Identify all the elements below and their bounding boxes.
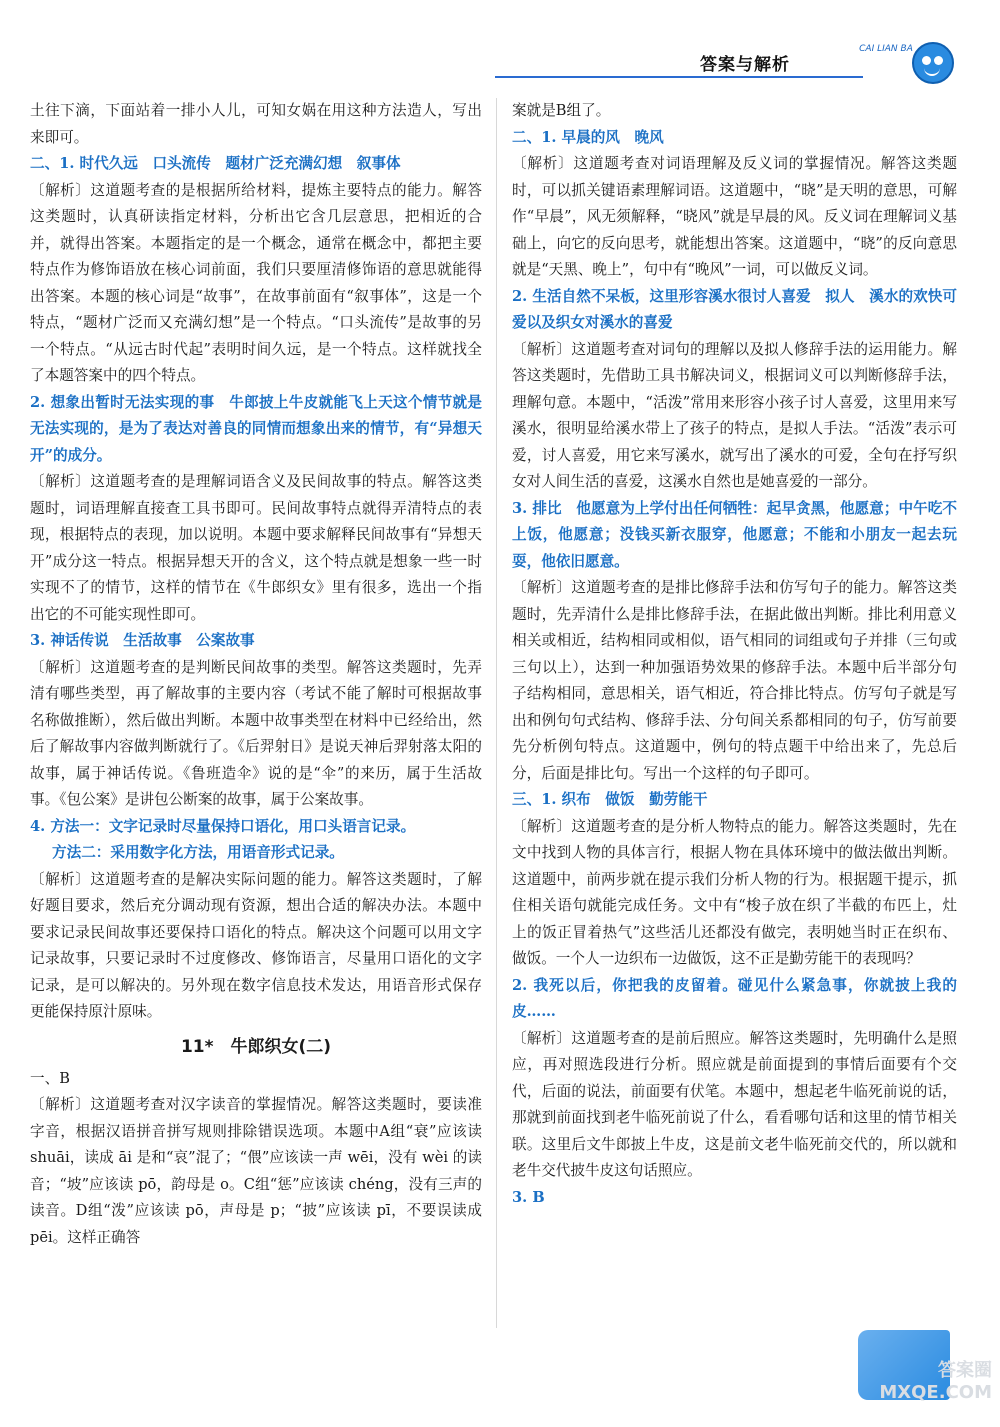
mascot-logo-icon	[912, 42, 954, 84]
logo-eye-right	[934, 56, 943, 65]
explanation: 〔解析〕这道题考查的是分析人物特点的能力。解答这类题时，先在文中找到人物的具体言行，根据人物在具体环境中的做法做出判断。这道题中，前两步就在提示我们分析人物的行为。根据题干提示，抓住相关语句就能完成任务。文中有“梭子放在织了半截的布匹上，灶上的饭正冒着热气”这些活儿还都没有做完，表明她当时正在织布、做饭。一个人一边织布一边做饭，这不正是勤劳能干的表现吗？	[512, 817, 957, 967]
watermark-logo: 答案圈 MXQE.COM	[879, 1360, 992, 1403]
section-title: 11* 牛郎织女(二)	[180, 1036, 332, 1057]
answer-line: 3. B	[512, 1188, 545, 1206]
right-column	[512, 98, 957, 1211]
header-rule	[495, 76, 863, 78]
header-title: 答案与解析	[700, 55, 790, 75]
answer-line: 一、B	[30, 1069, 70, 1087]
paragraph: 土往下滴，下面站着一排小人儿，可知女娲在用这种方法造人，写出来即可。	[30, 102, 482, 146]
column-divider	[496, 98, 497, 1328]
answer-line: 三、1. 织布 做饭 勤劳能干	[512, 791, 708, 808]
answer-line: 2. 我死以后，你把我的皮留着。碰见什么紧急事，你就披上我的皮……	[512, 976, 957, 1020]
explanation: 〔解析〕这道题考查的是排比修辞手法和仿写句子的能力。解答这类题时，先弄清什么是排比修辞手法，在据此做出判断。排比利用意义相关或相近，结构相同或相似，语气相同的词组或句子并排（三句或三句以上），达到一种加强语势效果的修辞手法。本题中后半部分句子结构相同，意思相关，语气相近，符合排比特点。仿写句子就是写出和例句句式结构、修辞手法、分句间关系都相同的句子，仿写前要先分析例句特点。这道题中，例句的特点题干中给出来了，先总后分，后面是排比句。写出一个这样的句子即可。	[512, 579, 957, 782]
explanation: 〔解析〕这道题考查对词语理解及反义词的掌握情况。解答这类题时，可以抓关键语素理解词语。这道题中，“晓”是天明的意思，可解作“早晨”，风无须解释，“晓风”就是早晨的风。反义词在理解词义基础上，向它的反向思考，就能想出答案。这道题中，“晓”的反向意思就是“天黑、晚上”，句中有“晚风”一词，可以做反义词。	[512, 155, 957, 278]
logo-eye-left	[922, 56, 931, 65]
answer-line: 方法二：采用数字化方法，用语音形式记录。	[52, 844, 344, 861]
explanation: 〔解析〕这道题考查的是根据所给材料，提炼主要特点的能力。解答这类题时，认真研读指定材料，分析出它含几层意思，把相近的合并，就得出答案。本题指定的是一个概念，通常在概念中，都把主要特点作为修饰语放在核心词前面，我们只要厘清修饰语的意思就能得出答案。本题的核心词是“故事”，在故事前面有“叙事体”，这是一个特点，“题材广泛而又充满幻想”是一个特点。“口头流传”是故事的另一个特点。“从远古时代起”表明时间久远，是一个特点。这样就找全了本题答案中的四个特点。	[30, 181, 482, 384]
answer-line: 2. 想象出暂时无法实现的事 牛郎披上牛皮就能飞上天这个情节就是无法实现的，是为了表达对善良的同情而想象出来的情节，有“异想天开”的成分。	[30, 393, 482, 464]
explanation: 〔解析〕这道题考查的是理解词语含义及民间故事的特点。解答这类题时，词语理解直接查工具书即可。民间故事特点就得弄清特点的表现，根据特点的表现，加以说明。本题中要求解释民间故事有“异想天开”成分这一特点。根据异想天开的含义，这个特点就是想象一些一时实现不了的情节，这样的情节在《牛郎织女》里有很多，选出一个指出它的不可能实现性即可。	[30, 473, 482, 623]
answer-line: 4. 方法一：文字记录时尽量保持口语化，用口头语言记录。	[30, 817, 416, 835]
explanation: 〔解析〕这道题考查的是前后照应。解答这类题时，先明确什么是照应，再对照选段进行分析。照应就是前面提到的事情后面要有个交代，后面的说法，前面要有伏笔。本题中，想起老牛临死前说的话，那就到前面找到老牛临死前说了什么，看看哪句话和这里的情节相关联。这里后文牛郎披上牛皮，这是前文老牛临死前交代的，所以就和老牛交代披牛皮这句话照应。	[512, 1029, 957, 1179]
explanation: 〔解析〕这道题考查对汉字读音的掌握情况。解答这类题时，要读准字音，根据汉语拼音拼写规则排除错误选项。本题中A组“衰”应该读 shuāi，读成 āi 是和“哀”混了；“偎”应该读一声 wēi，没有 wèi 的读音；“坡”应该读 pō，韵母是 o。C组“惩”应该读 chéng，没有三声的读音。D组“泼”应该读 pō，声母是 p；“披”应该读 pī，不要误读成 pēi。这样正确答	[30, 1096, 482, 1246]
logo-mouth	[924, 68, 940, 76]
left-column	[30, 98, 482, 1251]
explanation: 〔解析〕这道题考查对词句的理解以及拟人修辞手法的运用能力。解答这类题时，先借助工具书解决词义，根据词义可以判断修辞手法，理解句意。本题中，“活泼”常用来形容小孩子讨人喜爱，这里用来写溪水，很明显给溪水带上了孩子的特点，是拟人手法。“活泼”表示可爱，讨人喜爱，用它来写溪水，就写出了溪水的可爱，全句在抒写织女对人间生活的喜爱，这溪水自然也是她喜爱的一部分。	[512, 340, 957, 490]
answer-line: 3. 神话传说 生活故事 公案故事	[30, 632, 255, 649]
answer-line: 2. 生活自然不呆板，这里形容溪水很讨人喜爱 拟人 溪水的欢快可爱以及织女对溪水的喜爱	[512, 287, 957, 331]
explanation: 〔解析〕这道题考查的是判断民间故事的类型。解答这类题时，先弄清有哪些类型，再了解故事的主要内容（考试不能了解时可根据故事名称做推断），然后做出判断。本题中故事类型在材料中已经给出，然后了解故事内容做判断就行了。《后羿射日》是说天神后羿射落太阳的故事，属于神话传说。《鲁班造伞》说的是“伞”的来历，属于生活故事。《包公案》是讲包公断案的故事，属于公案故事。	[30, 658, 482, 808]
paragraph: 案就是B组了。	[512, 102, 611, 119]
answer-line: 二、1. 早晨的风 晚风	[512, 128, 664, 146]
answer-line: 二、1. 时代久远 口头流传 题材广泛充满幻想 叙事体	[30, 155, 401, 172]
answer-line: 3. 排比 他愿意为上学付出任何牺牲：起早贪黑，他愿意；中午吃不上饭，他愿意；没钱买新衣服穿，他愿意；不能和小朋友一起去玩耍，他依旧愿意。	[512, 499, 957, 570]
logo-text: CAI LIAN BA	[859, 44, 913, 54]
explanation: 〔解析〕这道题考查的是解决实际问题的能力。解答这类题时，了解好题目要求，然后充分调动现有资源，想出合适的解决办法。本题中要求记录民间故事还要保持口语化的特点。解决这个问题可以用文字记录故事，只要记录时不过度修改、修饰语言，尽量用口语化的文字记录，是可以解决的。另外现在数字信息技术发达，用语音形式保存更能保持原汁原味。	[30, 870, 482, 1020]
